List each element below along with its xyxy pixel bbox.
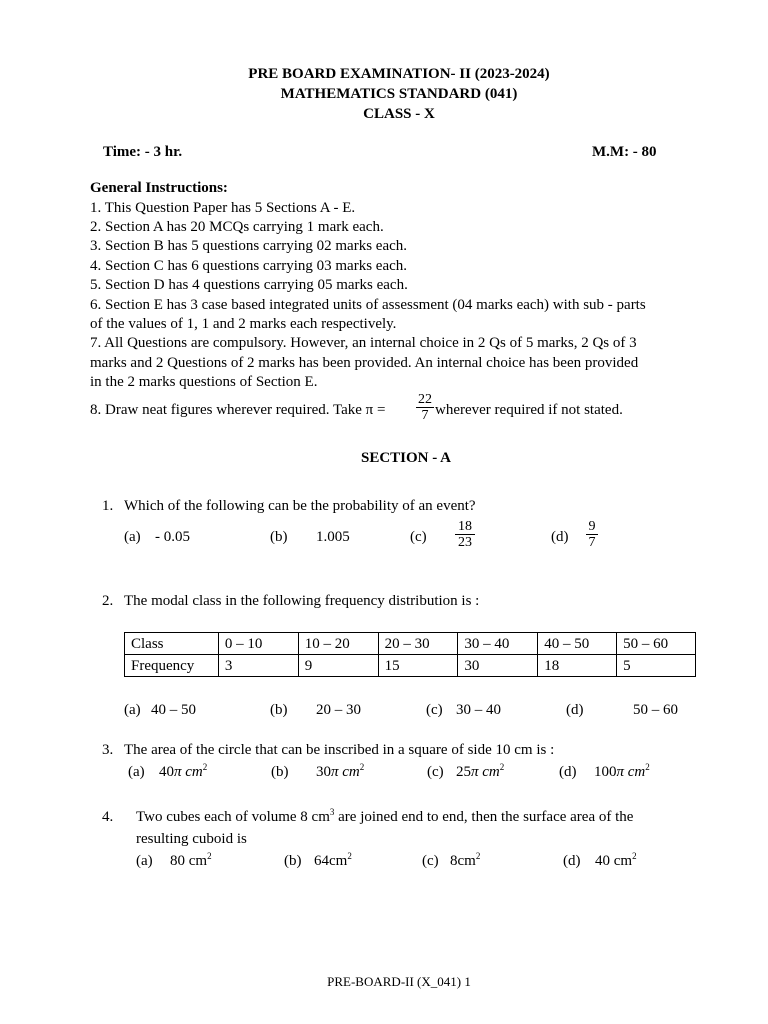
class-title: CLASS - X <box>363 106 435 122</box>
option-value: 50 – 60 <box>633 702 678 718</box>
option-fraction <box>455 519 475 550</box>
table-cell: 0 – 10 <box>218 633 298 655</box>
option-value <box>450 853 480 870</box>
option-label: (c) <box>422 853 439 869</box>
instruction-item: of the values of 1, 1 and 2 marks each respectively. <box>90 316 397 332</box>
instruction-item: 5. Section D has 4 questions carrying 05 marks each. <box>90 277 408 293</box>
frequency-table <box>124 632 696 677</box>
fraction-numerator: 9 <box>586 519 598 535</box>
table-cell: 40 – 50 <box>538 633 617 655</box>
pi-symbol: π <box>471 764 479 780</box>
unit: cm <box>627 764 646 780</box>
table-cell: Frequency <box>125 655 219 677</box>
exponent: 2 <box>499 762 505 772</box>
option-fraction <box>586 519 598 550</box>
table-cell: 5 <box>617 655 696 677</box>
table-row <box>125 633 696 655</box>
instruction-item: marks and 2 Questions of 2 marks has been provided. An internal choice has been provided <box>90 355 639 371</box>
question-number: 2. <box>102 593 114 609</box>
exponent: 2 <box>347 851 352 861</box>
exponent: 2 <box>359 762 365 772</box>
option-label: (d) <box>566 702 584 718</box>
option-label: (a) <box>124 702 141 718</box>
section-title: SECTION - A <box>360 450 452 466</box>
pi-symbol: π <box>174 764 182 780</box>
table-cell: 20 – 30 <box>378 633 458 655</box>
exponent: 2 <box>207 851 212 861</box>
option-value: - 0.05 <box>155 529 190 545</box>
table-cell: 30 – 40 <box>458 633 538 655</box>
instruction-item-8-end: wherever required if not stated. <box>435 402 623 418</box>
subject-title: MATHEMATICS STANDARD (041) <box>280 86 518 102</box>
question-text: The area of the circle that can be inscribed in a square of side 10 cm is : <box>124 742 555 758</box>
pi-symbol: π <box>331 764 339 780</box>
table-cell: 50 – 60 <box>617 633 696 655</box>
exponent: 3 <box>329 807 335 817</box>
question-text <box>136 809 633 826</box>
option-value-text: 80 cm <box>170 853 208 869</box>
instruction-item: 6. Section E has 3 case based integrated units of assessment (04 marks each) with sub - parts <box>90 297 646 313</box>
option-label: (c) <box>410 529 427 545</box>
unit: cm <box>482 764 500 780</box>
instructions-title: General Instructions: <box>90 180 228 196</box>
option-value: 30 – 40 <box>456 702 501 718</box>
option-label: (b) <box>270 529 288 545</box>
question-number: 1. <box>102 498 114 514</box>
option-label: (b) <box>271 764 289 780</box>
question-number: 4. <box>102 809 114 825</box>
instruction-item: 2. Section A has 20 MCQs carrying 1 mark each. <box>90 219 384 235</box>
table-cell: 30 <box>458 655 538 677</box>
pi-symbol: π <box>616 764 625 780</box>
option-value: 40 – 50 <box>151 702 196 718</box>
option-label: (a) <box>124 529 141 545</box>
option-value <box>314 853 352 870</box>
option-label: (b) <box>270 702 288 718</box>
unit: cm <box>342 764 360 780</box>
question-text-part: are joined end to end, then the surface area of the <box>334 809 634 825</box>
fraction-numerator: 18 <box>455 519 475 535</box>
option-label: (a) <box>136 853 153 869</box>
option-label: (c) <box>427 764 444 780</box>
question-number: 3. <box>102 742 114 758</box>
pi-fraction <box>416 392 434 423</box>
exponent: 2 <box>475 851 481 861</box>
instruction-item: 7. All Questions are compulsory. However, an internal choice in 2 Qs of 5 marks, 2 Qs of 3 <box>90 335 637 351</box>
exponent: 2 <box>202 762 208 772</box>
option-label: (d) <box>551 529 569 545</box>
option-value-text: 64cm <box>314 853 348 869</box>
table-row <box>125 655 696 677</box>
exponent: 2 <box>632 851 637 861</box>
table-cell: 3 <box>218 655 298 677</box>
option-value <box>170 853 212 870</box>
instruction-item: in the 2 marks questions of Section E. <box>90 374 318 390</box>
option-value <box>595 853 637 870</box>
option-value <box>159 764 207 781</box>
option-label: (a) <box>128 764 145 780</box>
option-value: 1.005 <box>316 529 350 545</box>
option-value <box>316 764 364 781</box>
question-text-line2: resulting cuboid is <box>136 831 247 847</box>
unit: cm <box>185 764 203 780</box>
table-cell: 18 <box>538 655 617 677</box>
option-value <box>456 764 504 781</box>
time-label: Time: - 3 hr. <box>103 144 183 160</box>
option-coefficient: 30 <box>316 764 331 780</box>
instruction-item: 4. Section C has 6 questions carrying 03 marks each. <box>90 258 408 274</box>
table-cell: 10 – 20 <box>298 633 378 655</box>
option-coefficient: 25 <box>456 764 471 780</box>
question-text: The modal class in the following frequency distribution is : <box>124 593 480 609</box>
pi-fraction-denominator: 7 <box>421 408 429 423</box>
option-coefficient: 100 <box>594 764 617 780</box>
exam-title: PRE BOARD EXAMINATION- II (2023-2024) <box>248 66 550 82</box>
instruction-item-8: 8. Draw neat figures wherever required. Take π = <box>90 402 386 418</box>
option-label: (d) <box>563 853 581 869</box>
option-value-text: 8cm <box>450 853 476 869</box>
instruction-item: 1. This Question Paper has 5 Sections A - E. <box>90 200 356 216</box>
fraction-denominator: 23 <box>458 535 472 550</box>
max-marks-label: M.M: - 80 <box>592 144 657 160</box>
option-label: (b) <box>284 853 302 869</box>
question-text-part: Two cubes each of volume 8 cm <box>136 809 330 825</box>
pi-fraction-numerator: 22 <box>418 392 432 407</box>
table-cell: 15 <box>378 655 458 677</box>
option-value <box>594 764 650 781</box>
option-label: (d) <box>559 764 577 780</box>
page-footer: PRE-BOARD-II (X_041) 1 <box>327 974 471 989</box>
exponent: 2 <box>645 762 650 772</box>
option-value-text: 40 cm <box>595 853 633 869</box>
instruction-item: 3. Section B has 5 questions carrying 02 marks each. <box>90 238 408 254</box>
question-text: Which of the following can be the probability of an event? <box>124 498 476 514</box>
option-coefficient: 40 <box>159 764 174 780</box>
fraction-denominator: 7 <box>588 535 596 550</box>
table-cell: Class <box>125 633 219 655</box>
option-label: (c) <box>426 702 443 718</box>
option-value: 20 – 30 <box>316 702 361 718</box>
table-cell: 9 <box>298 655 378 677</box>
